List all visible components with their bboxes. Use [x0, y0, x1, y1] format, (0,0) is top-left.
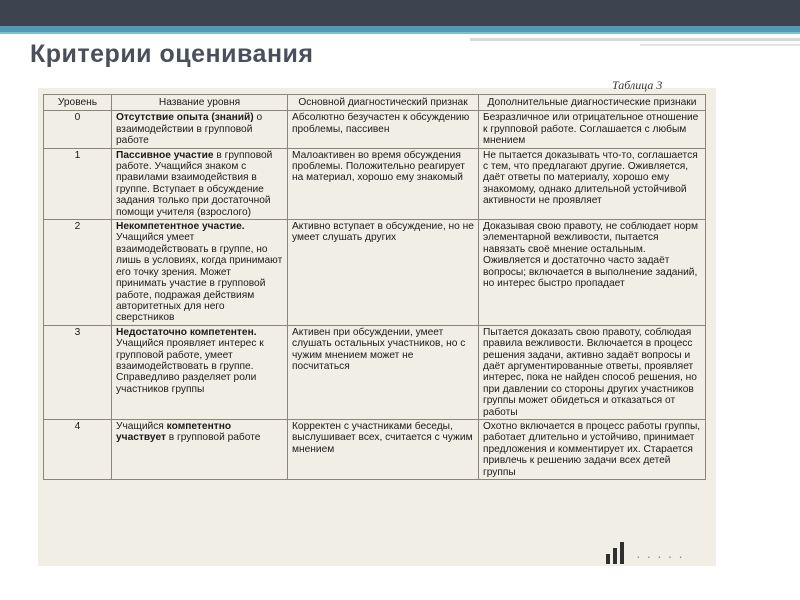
table-caption: Таблица 3 [612, 78, 663, 92]
cell-level: 4 [44, 419, 112, 479]
cell-level-name [112, 325, 288, 419]
cell-main-sign: Малоактивен во время обсуждения проблемы. Положительно реагирует на материал, хорошо ему знакомый [288, 148, 479, 219]
cell-extra-signs: Не пытается доказывать что-то, соглашается с тем, что предлагают другие. Оживляется, даёт ответы по материалу, хорошо ему знакомому, однако длительной устойчивой активности не проявляет [479, 148, 706, 219]
level-name-text: в групповой работе. Учащийся знаком с правилами взаимодействия в группе. Вступает в обсуждение задания только при достаточной помощи учителя (взрослого) [116, 149, 273, 218]
chart-logo-icon [604, 540, 628, 566]
criteria-table [43, 94, 706, 480]
level-name-bold: Некомпетентное участие. [116, 221, 245, 233]
cell-level: 3 [44, 325, 112, 419]
table-row [44, 148, 706, 219]
decorative-line [470, 38, 800, 41]
level-name-text: о взаимодействии в групповой работе [116, 112, 263, 147]
level-name-prefix: Учащийся [116, 420, 167, 432]
cell-extra-signs: Доказывая свою правоту, не соблюдает норм элементарной вежливости, пытается навязать своё мнение остальным. Оживляется и достаточно часто задаёт вопросы; включается в выполнение заданий, но интерес быстро пропадает [479, 220, 706, 326]
cell-main-sign: Абсолютно безучастен к обсуждению проблемы, пассивен [288, 111, 479, 148]
level-name-suffix: в групповой работе [165, 432, 261, 444]
cell-level-name [112, 111, 288, 148]
cell-level: 0 [44, 111, 112, 148]
cell-main-sign: Корректен с участниками беседы, выслушивает всех, считается с чужим мнением [288, 419, 479, 479]
level-name-bold: Отсутствие опыта (знаний) [116, 112, 254, 124]
table-row [44, 111, 706, 148]
cell-main-sign: Активно вступает в обсуждение, но не умеет слушать других [288, 220, 479, 326]
cell-level: 2 [44, 220, 112, 326]
cell-extra-signs: Охотно включается в процесс работы группы, работает длительно и устойчиво, принимает предложения и комментирует их. Старается привлечь к решению задачи всех детей группы [479, 419, 706, 479]
top-bar [0, 0, 800, 26]
table-row [44, 325, 706, 419]
header-level: Уровень [44, 95, 112, 111]
header-main-sign: Основной диагностический признак [288, 95, 479, 111]
cell-main-sign: Активен при обсуждении, умеет слушать остальных участников, но с чужим мнением может не посчитаться [288, 325, 479, 419]
header-level-name: Название уровня [112, 95, 288, 111]
level-name-bold: Пассивное участие [116, 149, 214, 161]
cell-level-name [112, 220, 288, 326]
watermark-text: · · · · · [636, 548, 684, 564]
cell-extra-signs: Пытается доказать свою правоту, соблюдая правила вежливости. Включается в процесс решения задачи, активно задаёт вопросы и даёт аргументированные ответы, проявляет интерес, пока не найден способ решения, но при давлении со стороны других участников группы может обидеться и отказаться от работы [479, 325, 706, 419]
slide-title: Критерии оценивания [30, 40, 314, 68]
level-name-bold: Недостаточно компетентен. [116, 326, 257, 338]
table-row [44, 220, 706, 326]
cell-level-name [112, 148, 288, 219]
level-name-text: Учащийся умеет взаимодействовать в группе, но лишь в условиях, когда принимают его точку зрения. Может принимать участие в групповой работе, подражая действиям авторитетных для него сверстников [116, 232, 283, 324]
table-header-row [44, 95, 706, 111]
cell-level: 1 [44, 148, 112, 219]
level-name-text: Учащийся проявляет интерес к групповой работе, умеет взаимодействовать в группе. Справедливо разделяет роли участников группы [116, 338, 264, 395]
cell-level-name [112, 419, 288, 479]
header-extra-signs: Дополнительные диагностические признаки [479, 95, 706, 111]
table-row [44, 419, 706, 479]
level-name-bold: компетентно участвует [116, 420, 232, 444]
decorative-line-short [640, 44, 800, 46]
cell-extra-signs: Безразличное или отрицательное отношение к групповой работе. Соглашается с любым мнением [479, 111, 706, 148]
accent-stripe-thin [0, 32, 800, 34]
